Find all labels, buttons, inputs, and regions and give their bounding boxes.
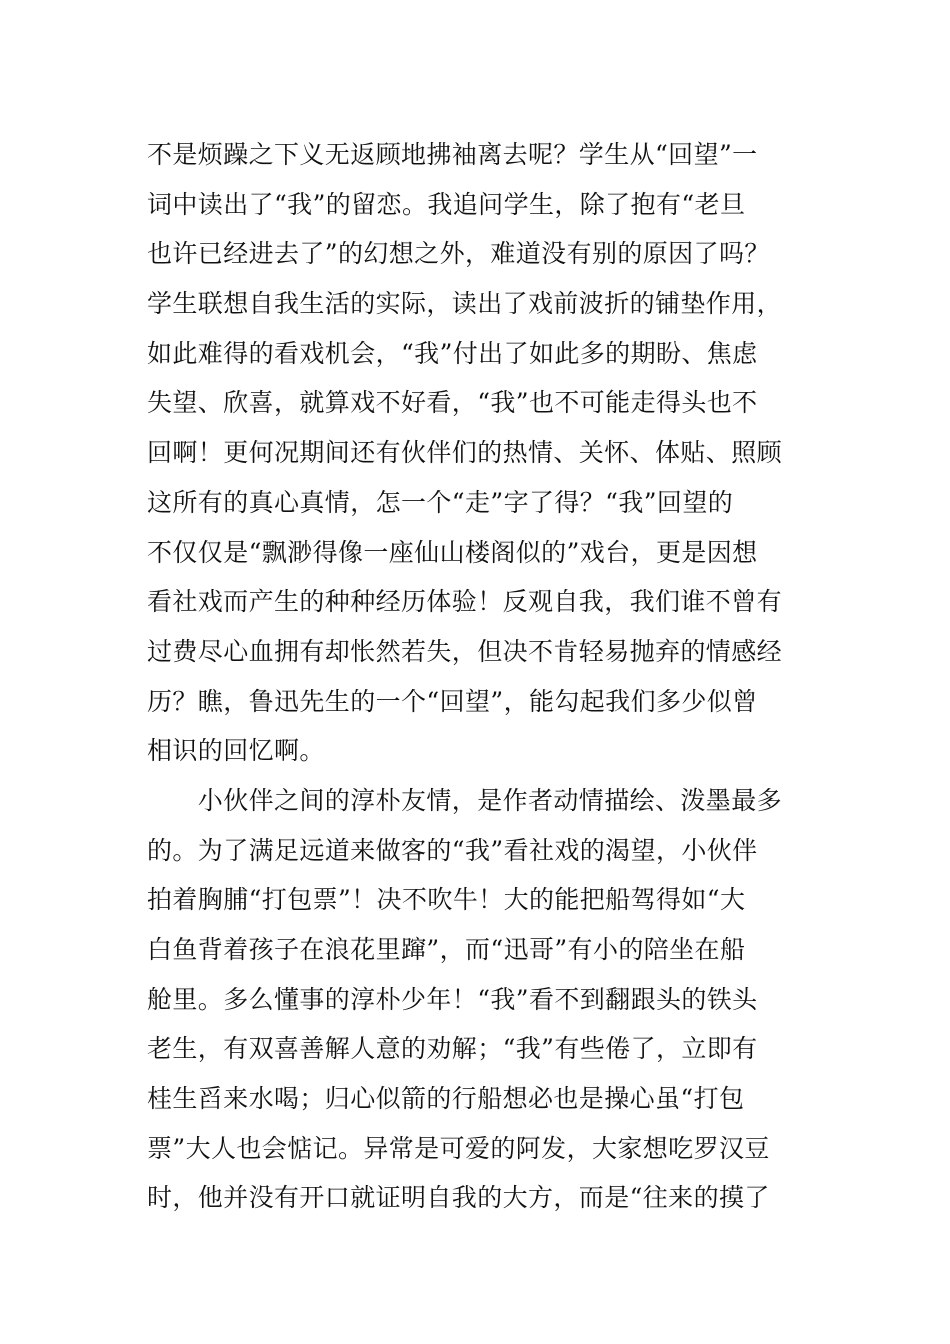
text-line: 历？瞧，鲁迅先生的一个“回望”，能勾起我们多少似曾 xyxy=(147,686,758,716)
text-line: 回啊！更何况期间还有伙伴们的热情、关怀、体贴、照顾 xyxy=(147,438,783,468)
text-line: 不仅仅是“飘渺得像一座仙山楼阁似的”戏台，更是因想 xyxy=(147,537,758,567)
text-line: 时，他并没有开口就证明自我的大方，而是“往来的摸了 xyxy=(147,1183,770,1213)
text-line: 过费尽心血拥有却怅然若失，但决不肯轻易抛弃的情感经 xyxy=(147,636,783,666)
text-line: 小伙伴之间的淳朴友情，是作者动情描绘、泼墨最多 xyxy=(147,785,783,815)
text-line: 舱里。多么懂事的淳朴少年！“我”看不到翻跟头的铁头 xyxy=(147,984,758,1014)
body-text xyxy=(147,130,807,1223)
text-line: 桂生舀来水喝；归心似箭的行船想必也是操心虽“打包 xyxy=(147,1084,745,1114)
text-line: 白鱼背着孩子在浪花里蹿”，而“迅哥”有小的陪坐在船 xyxy=(147,935,746,964)
text-line: 的。为了满足远道来做客的“我”看社戏的渴望，小伙伴 xyxy=(147,835,758,865)
text-line: 拍着胸脯“打包票”！决不吹牛！大的能把船驾得如“大 xyxy=(147,885,746,915)
text-line: 不是烦躁之下义无返顾地拂袖离去呢？学生从“回望”一 xyxy=(147,140,758,169)
text-line: 老生，有双喜善解人意的劝解；“我”有些倦了，立即有 xyxy=(147,1034,758,1064)
text-line: 看社戏而产生的种种经历体验！反观自我，我们谁不曾有 xyxy=(147,587,783,617)
text-line: 也许已经进去了”的幻想之外，难道没有别的原因了吗？ xyxy=(147,239,770,269)
text-line: 如此难得的看戏机会，“我”付出了如此多的期盼、焦虑 xyxy=(147,338,758,368)
text-line: 词中读出了“我”的留恋。我追问学生，除了抱有“老旦 xyxy=(147,189,746,219)
text-line: 学生联想自我生活的实际，读出了戏前波折的铺垫作用， xyxy=(147,289,783,319)
text-line: 失望、欣喜，就算戏不好看，“我”也不可能走得头也不 xyxy=(147,388,758,418)
text-line: 这所有的真心真情，怎一个“走”字了得？“我”回望的 xyxy=(147,487,734,517)
text-line: 票”大人也会惦记。异常是可爱的阿发，大家想吃罗汉豆 xyxy=(147,1133,770,1163)
text-line: 相识的回忆啊。 xyxy=(147,736,325,766)
